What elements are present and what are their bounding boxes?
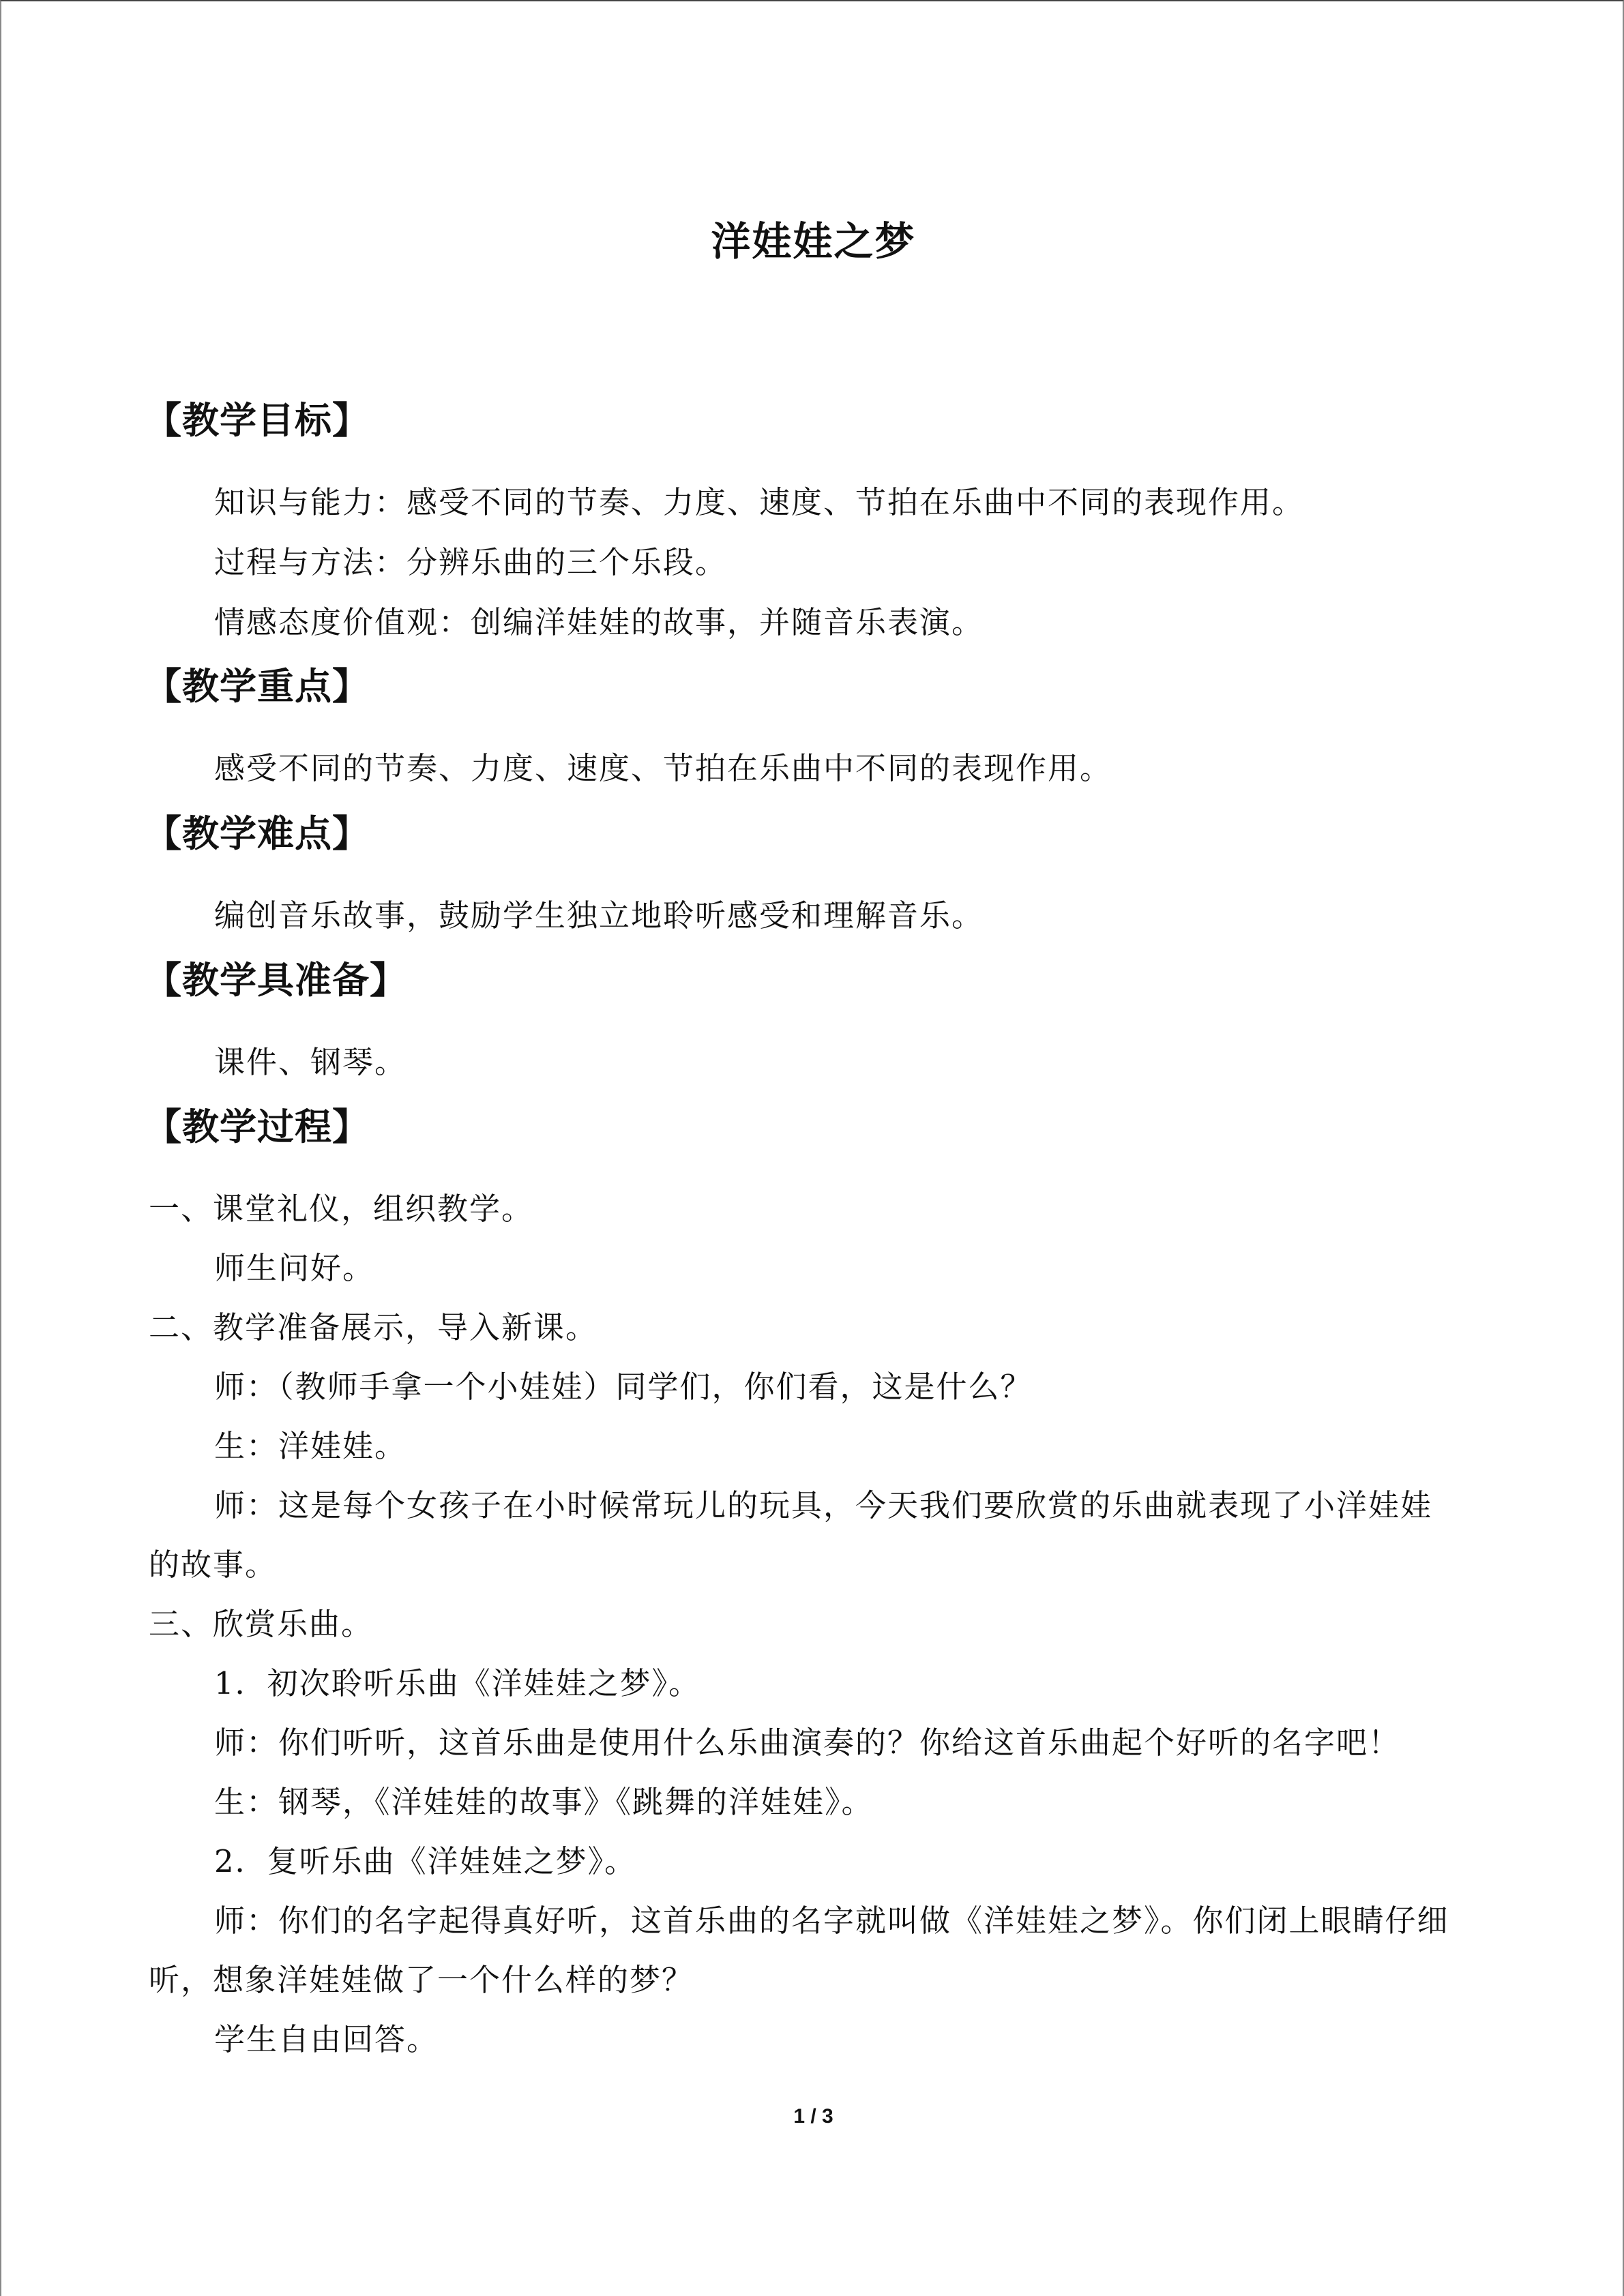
process-line: 听，想象洋娃娃做了一个什么样的梦？	[149, 1962, 694, 1998]
process-line: 1．初次聆听乐曲《洋娃娃之梦》。	[214, 1665, 701, 1701]
process-line: 师：你们的名字起得真好听，这首乐曲的名字就叫做《洋娃娃之梦》。你们闭上眼睛仔细	[214, 1903, 1449, 1939]
process-line: 生：钢琴，《洋娃娃的故事》《跳舞的洋娃娃》。	[214, 1784, 874, 1820]
process-line: 二、教学准备展示，导入新课。	[149, 1309, 598, 1345]
process-line: 的故事。	[149, 1547, 278, 1583]
materials-line: 课件、钢琴。	[214, 1044, 407, 1080]
key-points-line: 感受不同的节奏、力度、速度、节拍在乐曲中不同的表现作用。	[214, 750, 1112, 786]
process-line: 师：（教师手拿一个小娃娃）同学们，你们看，这是什么？	[214, 1369, 1033, 1405]
process-line: 师：你们听听，这首乐曲是使用什么乐曲演奏的？你给这首乐曲起个好听的名字吧！	[214, 1725, 1401, 1761]
objectives-line: 知识与能力：感受不同的节奏、力度、速度、节拍在乐曲中不同的表现作用。	[214, 484, 1305, 520]
process-line: 一、课堂礼仪，组织教学。	[149, 1191, 534, 1227]
process-line: 三、欣赏乐曲。	[149, 1606, 374, 1642]
page-number: 1 / 3	[793, 2105, 833, 2128]
heading-materials: 【教学具准备】	[145, 959, 407, 1002]
objectives-line: 过程与方法：分辨乐曲的三个乐段。	[214, 544, 728, 580]
process-line: 2．复听乐曲《洋娃娃之梦》。	[214, 1843, 637, 1879]
difficulties-line: 编创音乐故事，鼓励学生独立地聆听感受和理解音乐。	[214, 897, 984, 934]
process-line: 师生问好。	[214, 1250, 375, 1286]
heading-difficulties: 【教学难点】	[145, 812, 370, 855]
process-line: 学生自由回答。	[214, 2021, 439, 2057]
heading-objectives: 【教学目标】	[145, 399, 370, 442]
objectives-line: 情感态度价值观：创编洋娃娃的故事，并随音乐表演。	[214, 604, 984, 640]
heading-key-points: 【教学重点】	[145, 665, 370, 708]
document-title: 洋娃娃之梦	[711, 218, 916, 265]
heading-process: 【教学过程】	[145, 1105, 370, 1148]
process-line: 师：这是每个女孩子在小时候常玩儿的玩具，今天我们要欣赏的乐曲就表现了小洋娃娃	[214, 1487, 1433, 1523]
process-line: 生：洋娃娃。	[214, 1428, 407, 1464]
